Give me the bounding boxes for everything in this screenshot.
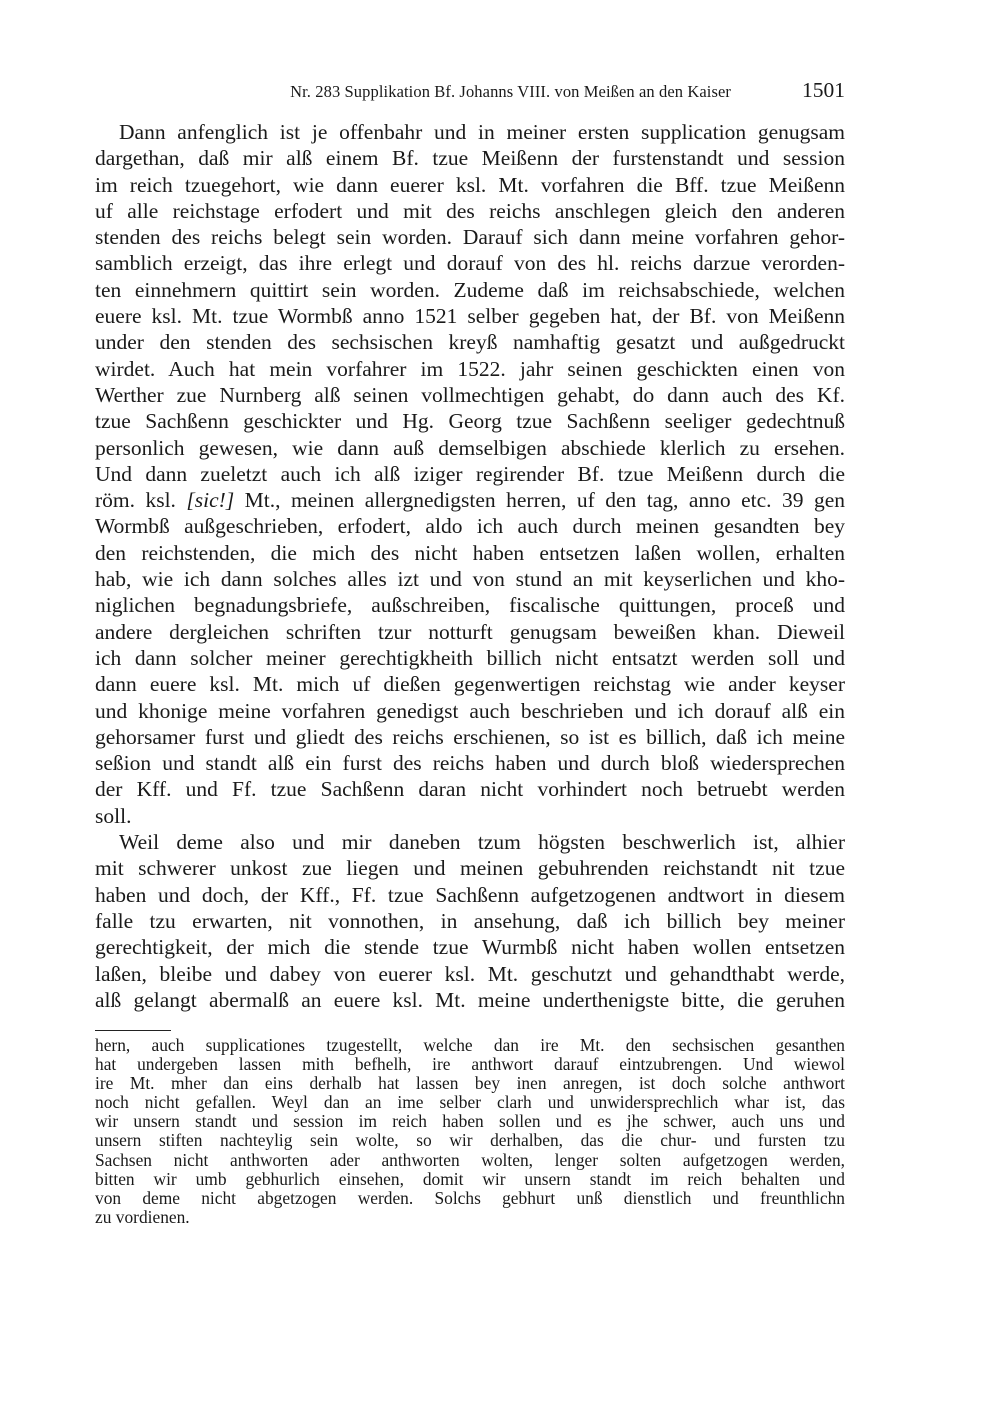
- text-line: uf alle reichstage erfodert und mit des reichs anschlegen gleich den anderen: [95, 198, 845, 223]
- footnote-line: hat undergeben lassen mith befhelh, ire anthwort darauf eintzubrengen. Und wiewol: [95, 1055, 845, 1075]
- footnote-line: hern, auch supplicationes tzugestellt, welche dan ire Mt. den sechsischen gesanthen: [95, 1036, 845, 1055]
- text-line: tzue Sachßenn geschickter und Hg. Georg tzue Sachßenn seeliger gedechtnuß: [95, 409, 845, 434]
- text-line: samblich erzeigt, das ihre erlegt und dorauf von des hl. reichs darzue verorden-: [95, 251, 845, 276]
- text-line: haben und doch, der Kff., Ff. tzue Sachßenn aufgetzogenen andtwort in diesem: [95, 882, 845, 907]
- footnote-line: Sachsen nicht anthworten ader anthworten wolten, lenger solten aufgetzogen werden,: [95, 1150, 845, 1170]
- footnote-line: unsern stiften nachteylig sein wolte, so wir derhalben, das die chur- und fursten tzu: [95, 1131, 845, 1151]
- text-line: gehorsamer furst und gliedt des reichs erschienen, so ist es billich, daß ich meine: [95, 724, 845, 749]
- text-line: der Kff. und Ff. tzue Sachßenn daran nicht vorhindert noch betruebt werden: [95, 777, 845, 802]
- text-line: gerechtigkeit, der mich die stende tzue Wurmbß nicht haben wollen entsetzen: [95, 935, 845, 960]
- text-line: dann euere ksl. Mt. mich uf dießen gegenwertigen reichstag wie ander keyser: [95, 672, 845, 697]
- text-line: ten einnehmern quittirt sein worden. Zudeme daß im reichsabschiede, welchen: [95, 277, 845, 302]
- text-line: Dann anfenglich ist je offenbahr und in meiner ersten supplication genugsam: [119, 120, 845, 144]
- running-head: [95, 70, 845, 110]
- text-line: andere dergleichen schriften tzur notturft genugsam beweißen khan. Dieweil: [95, 619, 845, 644]
- page-header: [95, 70, 845, 110]
- footnote-line: ire Mt. mher dan eins derhalb hat lassen bey inen anregen, ist doch solche anthwort: [95, 1074, 845, 1094]
- text-line: niglichen begnadungsbriefe, außschreiben, fiscalische quittungen, proceß und: [95, 593, 845, 618]
- text-line: seßion und standt alß ein furst des reichs haben und durch bloß wiedersprechen: [95, 751, 845, 776]
- text-line: Weil deme also und mir daneben tzum högsten beschwerlich ist, alhier: [119, 830, 845, 855]
- footnote-line: zu vordienen.: [95, 1207, 190, 1227]
- text-segment: Mt., meinen allergnedigsten herren, uf den tag, anno etc. 39 gen: [244, 488, 845, 513]
- text-line: Werther zue Nurnberg alß seinen vollmechtigen gehabt, do dann auch des Kf.: [95, 382, 845, 407]
- text-line: euere ksl. Mt. tzue Wormbß anno 1521 selber gegeben hat, der Bf. von Meißenn: [95, 304, 845, 329]
- footnote-line: von deme nicht abgetzogen werden. Solchs gebhurt unß dienstlich und freunthlichn: [95, 1188, 845, 1208]
- footnote-line: bitten wir umb gebhurlich einsehen, domit wir unsern standt im reich behalten und: [95, 1169, 845, 1189]
- text-line: Wormbß außgeschrieben, erfodert, aldo ich auch durch meinen gesandten bey: [95, 514, 845, 539]
- text-line: dargethan, daß mir alß einem Bf. tzue Meißenn der furstenstandt und session: [95, 146, 845, 171]
- text-line: hab, wie ich dann solches alles izt und von stund an mit keyserlichen und kho-: [95, 567, 845, 592]
- text-line: den reichstenden, die mich des nicht haben entsetzen laßen wollen, erhalten: [95, 540, 845, 565]
- text-line: falle tzu erwarten, nit vonnothen, in ansehung, daß ich billich bey meiner: [95, 908, 845, 933]
- footnote: [95, 1036, 845, 1227]
- sic-annotation: [sic!]: [186, 488, 235, 513]
- text-line: personlich gewesen, wie dann auß demselbigen abschiede klerlich zu ersehen.: [95, 435, 845, 460]
- page-number: 1501: [802, 78, 845, 102]
- text-line: laßen, bleibe und dabey von euerer ksl. Mt. geschutzt und gehandthabt werde,: [95, 961, 845, 986]
- running-title: Nr. 283 Supplikation Bf. Johanns VIII. von Meißen an den Kaiser: [290, 82, 731, 101]
- footnote-rule: [95, 1030, 171, 1031]
- text-line: wirdet. Auch hat mein vorfahrer im 1522. jahr seinen geschickten einen von: [95, 356, 845, 381]
- paragraph-2: [95, 830, 845, 1014]
- text-line: und khonige meine vorfahren genedigst auch beschrieben und ich dorauf alß ein: [95, 698, 845, 723]
- main-text: [95, 120, 845, 1014]
- text-line-with-sic: [95, 488, 845, 514]
- text-line: under den stenden des sechsischen kreyß namhaftig gesatzt und außgedruckt: [95, 330, 845, 355]
- text-line: im reich tzuegehort, wie dann euerer ksl. Mt. vorfahren die Bff. tzue Meißenn: [95, 172, 845, 197]
- footnote-line: wir unsern standt und session im reich haben sollen und es jhe schwer, auch uns und: [95, 1112, 845, 1132]
- text-line: stenden des reichs belegt sein worden. Darauf sich dann meine vorfahren gehor-: [95, 225, 845, 250]
- paragraph-1: [95, 120, 845, 830]
- text-line: alß gelangt abermalß an euere ksl. Mt. meine underthenigste bitte, die geruhen: [95, 987, 845, 1012]
- text-line: ich dann solcher meiner gerechtigkheith billich nicht entsatzt werden soll und: [95, 645, 845, 670]
- text-line: Und dann zueletzt auch ich alß iziger regirender Bf. tzue Meißenn durch die: [95, 461, 845, 486]
- text-line: mit schwerer unkost zue liegen und meinen gebuhrenden reichstandt nit tzue: [95, 856, 845, 881]
- text-line: soll.: [95, 803, 132, 828]
- footnote-line: noch nicht gefallen. Weyl dan an ime selber clarh und unwidersprechlich whar ist, das: [95, 1093, 845, 1113]
- text-segment: röm. ksl.: [95, 488, 176, 513]
